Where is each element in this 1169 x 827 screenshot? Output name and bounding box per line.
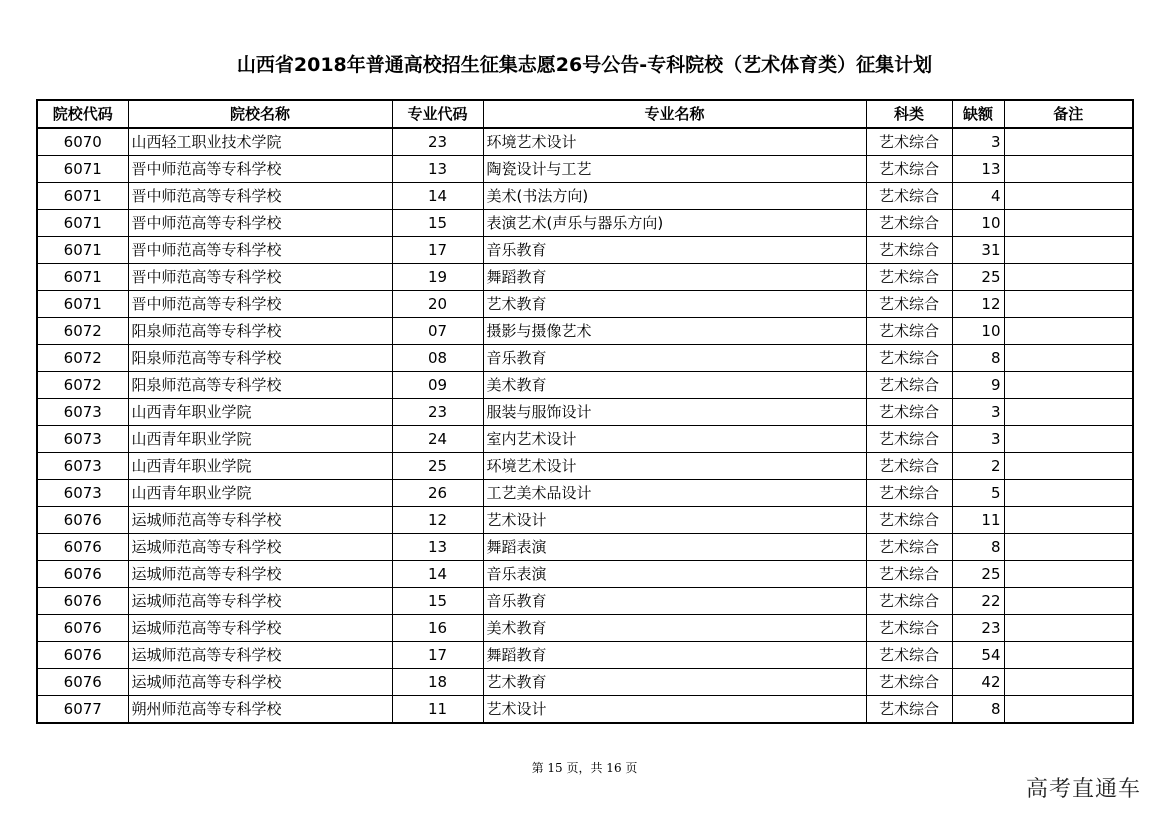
cell-remarks: [1004, 345, 1133, 372]
cell-vacancy: 3: [952, 399, 1004, 426]
cell-school-code: 6071: [37, 156, 128, 183]
cell-vacancy: 10: [952, 318, 1004, 345]
cell-major-name: 舞蹈教育: [483, 264, 866, 291]
cell-category: 艺术综合: [866, 372, 952, 399]
cell-vacancy: 8: [952, 696, 1004, 724]
table-row: [37, 669, 1133, 696]
cell-major-code: 16: [392, 615, 483, 642]
cell-school-code: 6076: [37, 588, 128, 615]
cell-category: 艺术综合: [866, 291, 952, 318]
cell-school-code: 6071: [37, 237, 128, 264]
cell-category: 艺术综合: [866, 156, 952, 183]
cell-school-name: 晋中师范高等专科学校: [128, 210, 392, 237]
page-number-footer: 第 15 页，共 16 页: [531, 761, 638, 775]
cell-major-name: 音乐教育: [483, 237, 866, 264]
cell-remarks: [1004, 372, 1133, 399]
cell-school-code: 6073: [37, 426, 128, 453]
cell-category: 艺术综合: [866, 183, 952, 210]
cell-school-code: 6072: [37, 345, 128, 372]
header-major-code: 专业代码: [392, 100, 483, 128]
cell-major-code: 15: [392, 588, 483, 615]
table-header-row: [37, 100, 1133, 128]
cell-category: 艺术综合: [866, 210, 952, 237]
cell-category: 艺术综合: [866, 642, 952, 669]
cell-school-name: 阳泉师范高等专科学校: [128, 318, 392, 345]
cell-major-name: 音乐教育: [483, 588, 866, 615]
cell-major-name: 表演艺术(声乐与器乐方向): [483, 210, 866, 237]
cell-category: 艺术综合: [866, 507, 952, 534]
cell-vacancy: 9: [952, 372, 1004, 399]
cell-vacancy: 12: [952, 291, 1004, 318]
table-row: [37, 642, 1133, 669]
cell-remarks: [1004, 426, 1133, 453]
cell-school-name: 运城师范高等专科学校: [128, 615, 392, 642]
cell-remarks: [1004, 183, 1133, 210]
cell-remarks: [1004, 588, 1133, 615]
cell-major-name: 环境艺术设计: [483, 453, 866, 480]
cell-category: 艺术综合: [866, 345, 952, 372]
header-category: 科类: [866, 100, 952, 128]
enrollment-plan-table: [36, 99, 1134, 724]
cell-major-code: 24: [392, 426, 483, 453]
cell-vacancy: 31: [952, 237, 1004, 264]
table-row: [37, 291, 1133, 318]
cell-vacancy: 25: [952, 561, 1004, 588]
cell-major-name: 服装与服饰设计: [483, 399, 866, 426]
cell-vacancy: 4: [952, 183, 1004, 210]
cell-major-name: 舞蹈教育: [483, 642, 866, 669]
table-row: [37, 480, 1133, 507]
table-row: [37, 128, 1133, 156]
cell-major-code: 23: [392, 399, 483, 426]
cell-remarks: [1004, 237, 1133, 264]
cell-category: 艺术综合: [866, 561, 952, 588]
table-row: [37, 399, 1133, 426]
cell-category: 艺术综合: [866, 237, 952, 264]
cell-major-code: 07: [392, 318, 483, 345]
cell-major-name: 美术(书法方向): [483, 183, 866, 210]
cell-remarks: [1004, 561, 1133, 588]
cell-vacancy: 10: [952, 210, 1004, 237]
cell-major-code: 18: [392, 669, 483, 696]
header-school-code: 院校代码: [37, 100, 128, 128]
header-vacancy: 缺额: [952, 100, 1004, 128]
page-title: 山西省2018年普通高校招生征集志愿26号公告-专科院校（艺术体育类）征集计划: [236, 54, 933, 76]
table-row: [37, 534, 1133, 561]
cell-vacancy: 42: [952, 669, 1004, 696]
cell-category: 艺术综合: [866, 318, 952, 345]
table-row: [37, 507, 1133, 534]
cell-remarks: [1004, 615, 1133, 642]
cell-category: 艺术综合: [866, 588, 952, 615]
cell-major-name: 环境艺术设计: [483, 128, 866, 156]
table-row: [37, 237, 1133, 264]
cell-major-name: 摄影与摄像艺术: [483, 318, 866, 345]
cell-school-code: 6070: [37, 128, 128, 156]
cell-major-name: 艺术设计: [483, 696, 866, 724]
cell-school-name: 朔州师范高等专科学校: [128, 696, 392, 724]
cell-school-name: 晋中师范高等专科学校: [128, 156, 392, 183]
cell-school-code: 6076: [37, 561, 128, 588]
cell-major-name: 音乐表演: [483, 561, 866, 588]
table-row: [37, 453, 1133, 480]
cell-vacancy: 2: [952, 453, 1004, 480]
cell-school-name: 山西青年职业学院: [128, 480, 392, 507]
cell-remarks: [1004, 453, 1133, 480]
cell-remarks: [1004, 128, 1133, 156]
cell-major-code: 08: [392, 345, 483, 372]
table-body: [37, 128, 1133, 723]
cell-major-name: 舞蹈表演: [483, 534, 866, 561]
cell-school-code: 6071: [37, 291, 128, 318]
cell-school-code: 6076: [37, 507, 128, 534]
cell-school-name: 晋中师范高等专科学校: [128, 264, 392, 291]
cell-school-name: 运城师范高等专科学校: [128, 642, 392, 669]
cell-school-code: 6076: [37, 669, 128, 696]
cell-school-name: 山西轻工职业技术学院: [128, 128, 392, 156]
cell-remarks: [1004, 534, 1133, 561]
cell-remarks: [1004, 642, 1133, 669]
cell-school-name: 阳泉师范高等专科学校: [128, 372, 392, 399]
cell-major-code: 25: [392, 453, 483, 480]
cell-school-name: 晋中师范高等专科学校: [128, 237, 392, 264]
cell-school-name: 运城师范高等专科学校: [128, 669, 392, 696]
cell-vacancy: 5: [952, 480, 1004, 507]
cell-major-code: 26: [392, 480, 483, 507]
cell-vacancy: 8: [952, 534, 1004, 561]
cell-school-code: 6072: [37, 372, 128, 399]
cell-school-name: 阳泉师范高等专科学校: [128, 345, 392, 372]
table-row: [37, 345, 1133, 372]
cell-major-code: 11: [392, 696, 483, 724]
cell-school-code: 6071: [37, 210, 128, 237]
cell-school-code: 6076: [37, 615, 128, 642]
cell-remarks: [1004, 669, 1133, 696]
cell-category: 艺术综合: [866, 128, 952, 156]
cell-major-code: 15: [392, 210, 483, 237]
cell-school-code: 6077: [37, 696, 128, 724]
cell-remarks: [1004, 318, 1133, 345]
cell-school-name: 晋中师范高等专科学校: [128, 291, 392, 318]
cell-major-code: 09: [392, 372, 483, 399]
cell-school-code: 6073: [37, 480, 128, 507]
cell-category: 艺术综合: [866, 669, 952, 696]
cell-major-name: 室内艺术设计: [483, 426, 866, 453]
cell-category: 艺术综合: [866, 399, 952, 426]
cell-category: 艺术综合: [866, 696, 952, 724]
cell-vacancy: 3: [952, 426, 1004, 453]
cell-remarks: [1004, 156, 1133, 183]
cell-vacancy: 11: [952, 507, 1004, 534]
cell-school-name: 山西青年职业学院: [128, 453, 392, 480]
cell-major-name: 陶瓷设计与工艺: [483, 156, 866, 183]
cell-major-code: 13: [392, 156, 483, 183]
cell-remarks: [1004, 399, 1133, 426]
cell-school-name: 山西青年职业学院: [128, 426, 392, 453]
cell-remarks: [1004, 264, 1133, 291]
cell-major-name: 工艺美术品设计: [483, 480, 866, 507]
cell-major-name: 美术教育: [483, 372, 866, 399]
table-row: [37, 588, 1133, 615]
table-row: [37, 561, 1133, 588]
cell-vacancy: 23: [952, 615, 1004, 642]
cell-category: 艺术综合: [866, 480, 952, 507]
cell-vacancy: 3: [952, 128, 1004, 156]
cell-major-name: 艺术教育: [483, 669, 866, 696]
cell-category: 艺术综合: [866, 615, 952, 642]
cell-major-code: 20: [392, 291, 483, 318]
cell-remarks: [1004, 291, 1133, 318]
header-major-name: 专业名称: [483, 100, 866, 128]
cell-major-code: 19: [392, 264, 483, 291]
cell-major-code: 14: [392, 183, 483, 210]
cell-school-code: 6071: [37, 183, 128, 210]
cell-major-name: 艺术设计: [483, 507, 866, 534]
watermark-text: 高考直通车: [1025, 777, 1141, 802]
cell-school-code: 6076: [37, 642, 128, 669]
cell-major-code: 12: [392, 507, 483, 534]
cell-school-name: 运城师范高等专科学校: [128, 588, 392, 615]
table-row: [37, 210, 1133, 237]
cell-school-code: 6071: [37, 264, 128, 291]
cell-major-name: 艺术教育: [483, 291, 866, 318]
cell-school-name: 运城师范高等专科学校: [128, 561, 392, 588]
cell-major-code: 23: [392, 128, 483, 156]
header-remarks: 备注: [1004, 100, 1133, 128]
cell-vacancy: 13: [952, 156, 1004, 183]
cell-school-code: 6076: [37, 534, 128, 561]
cell-school-name: 山西青年职业学院: [128, 399, 392, 426]
table-row: [37, 426, 1133, 453]
cell-major-code: 13: [392, 534, 483, 561]
cell-major-name: 音乐教育: [483, 345, 866, 372]
cell-major-code: 17: [392, 237, 483, 264]
cell-remarks: [1004, 696, 1133, 724]
cell-vacancy: 22: [952, 588, 1004, 615]
cell-vacancy: 8: [952, 345, 1004, 372]
cell-category: 艺术综合: [866, 534, 952, 561]
table-row: [37, 156, 1133, 183]
cell-school-name: 运城师范高等专科学校: [128, 534, 392, 561]
cell-school-code: 6073: [37, 453, 128, 480]
cell-school-name: 运城师范高等专科学校: [128, 507, 392, 534]
table-row: [37, 318, 1133, 345]
cell-category: 艺术综合: [866, 264, 952, 291]
cell-remarks: [1004, 507, 1133, 534]
table-row: [37, 696, 1133, 724]
cell-major-name: 美术教育: [483, 615, 866, 642]
table-row: [37, 183, 1133, 210]
table-row: [37, 615, 1133, 642]
cell-school-code: 6073: [37, 399, 128, 426]
cell-major-code: 14: [392, 561, 483, 588]
cell-major-code: 17: [392, 642, 483, 669]
cell-remarks: [1004, 210, 1133, 237]
table-row: [37, 264, 1133, 291]
cell-school-code: 6072: [37, 318, 128, 345]
cell-vacancy: 25: [952, 264, 1004, 291]
cell-category: 艺术综合: [866, 453, 952, 480]
cell-school-name: 晋中师范高等专科学校: [128, 183, 392, 210]
table-row: [37, 372, 1133, 399]
cell-vacancy: 54: [952, 642, 1004, 669]
cell-remarks: [1004, 480, 1133, 507]
cell-category: 艺术综合: [866, 426, 952, 453]
header-school-name: 院校名称: [128, 100, 392, 128]
